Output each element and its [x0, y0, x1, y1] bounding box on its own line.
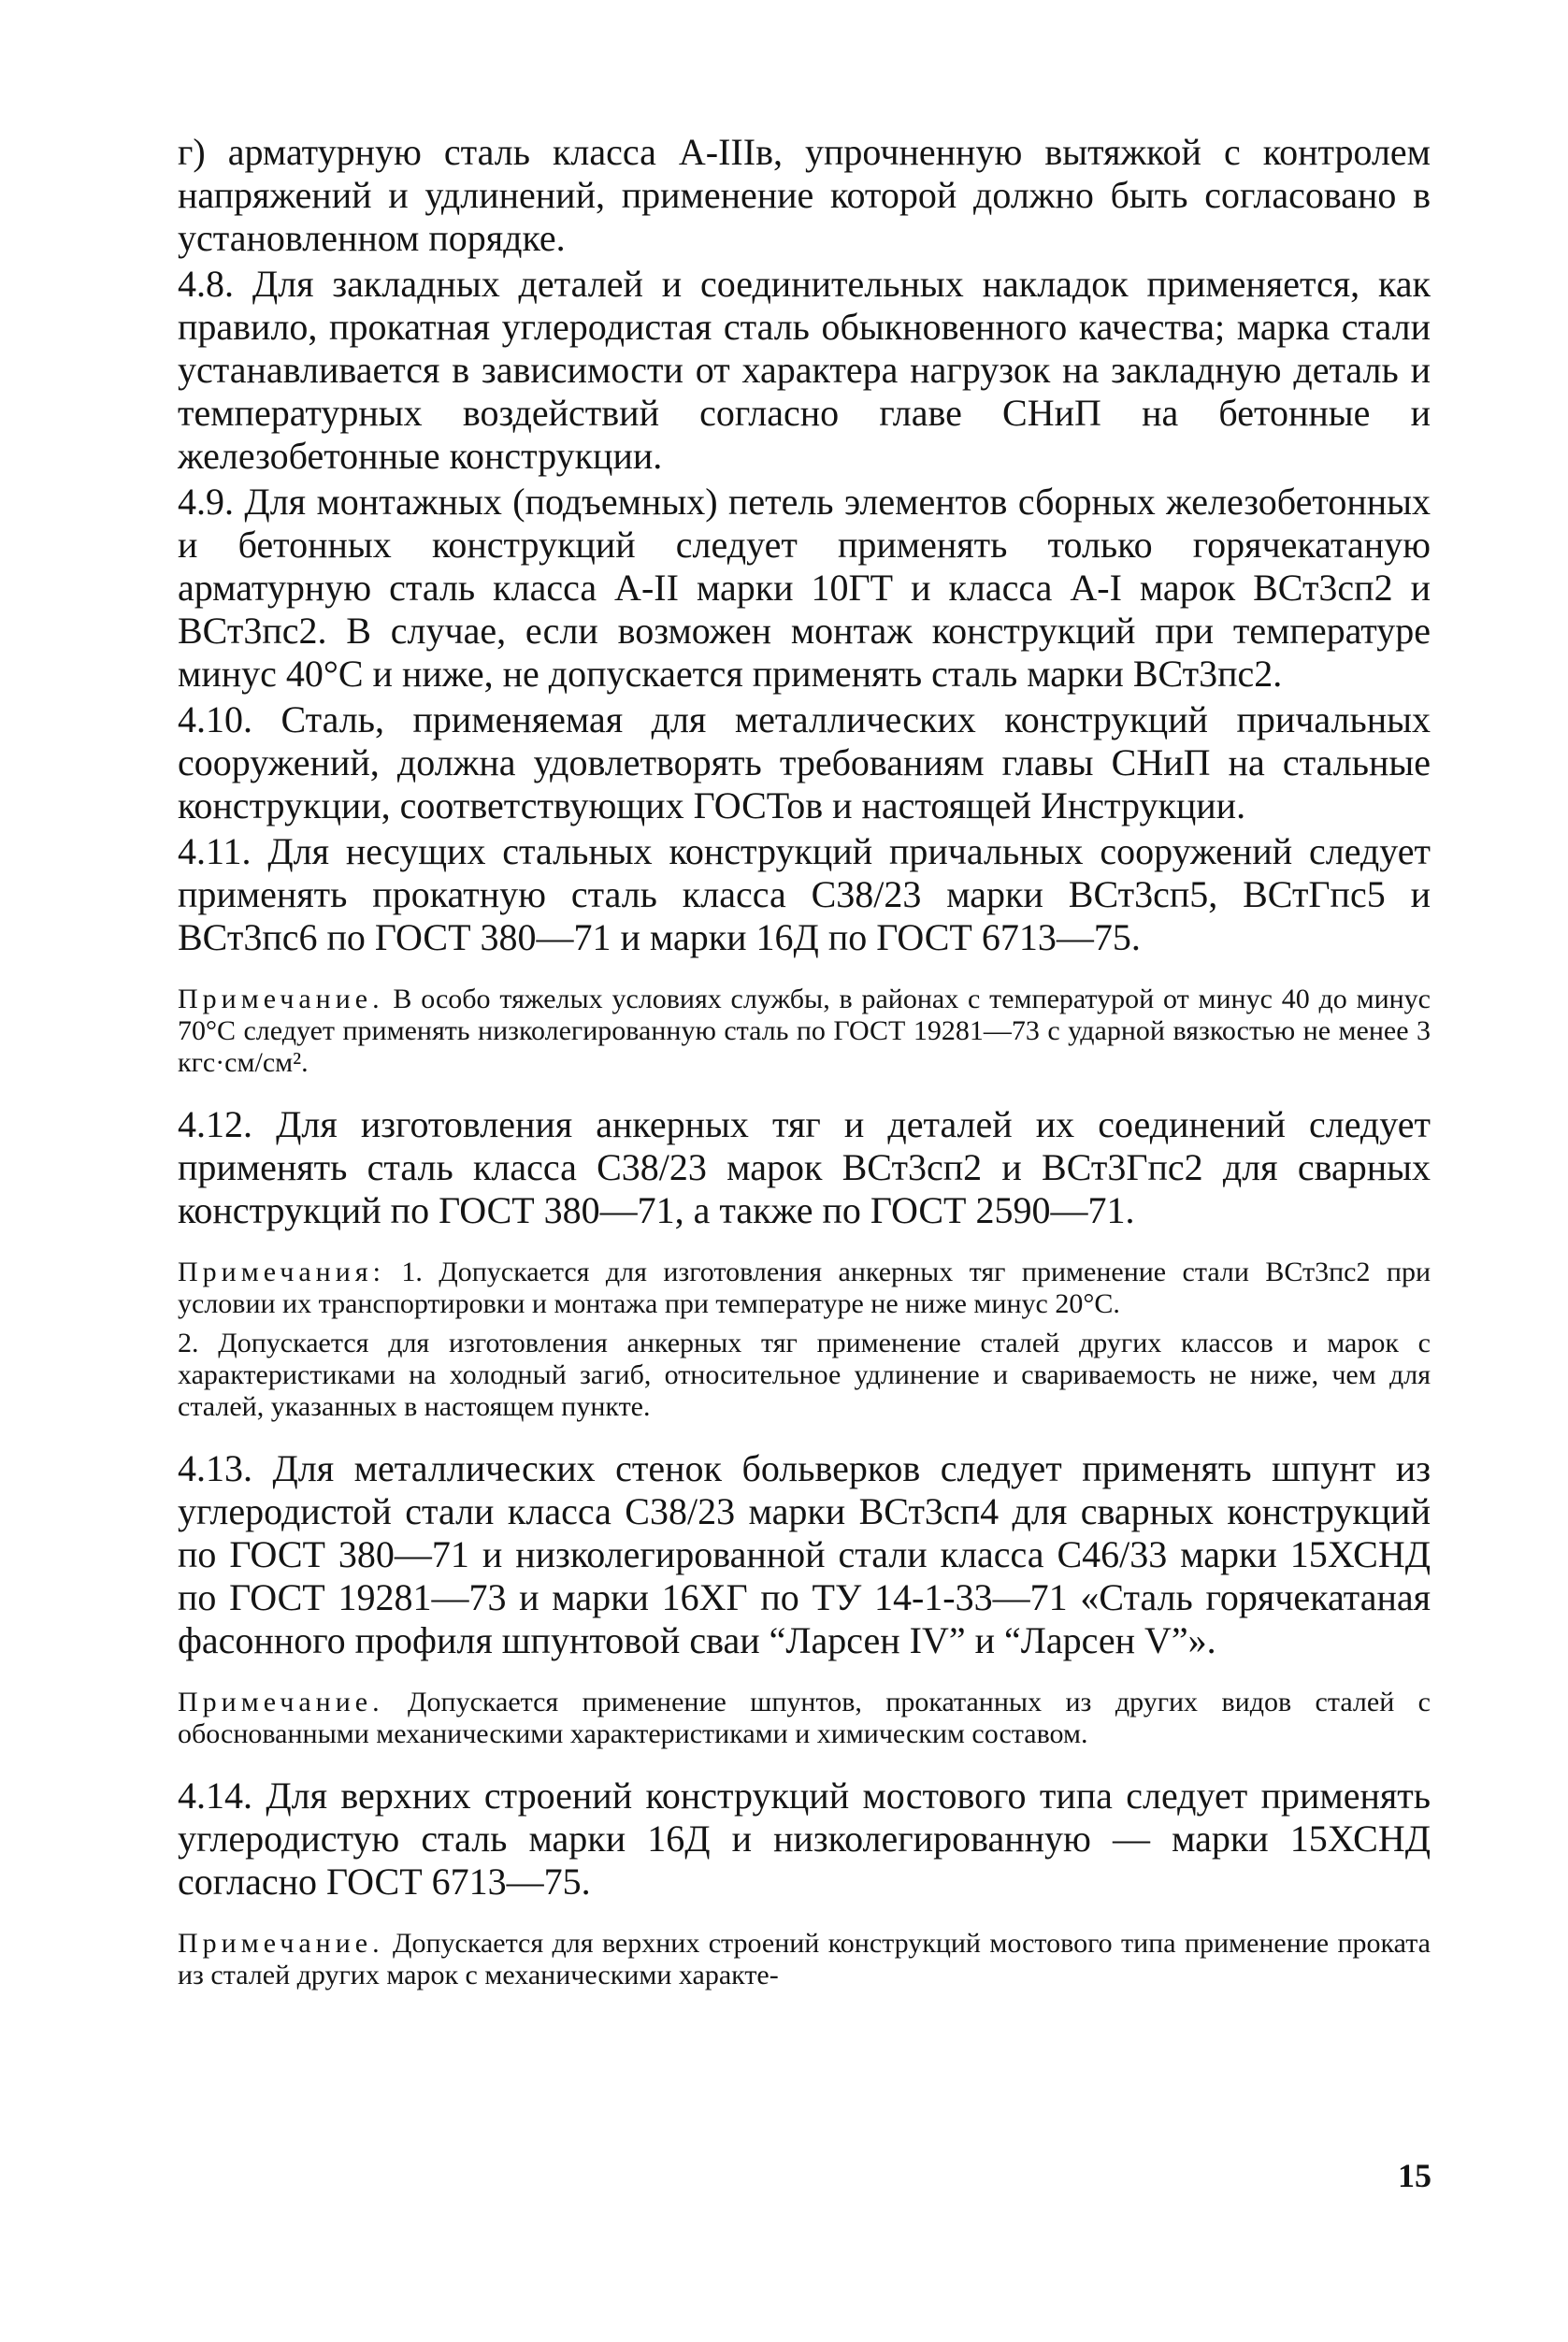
paragraph-4-10: 4.10. Сталь, применяемая для металлических конструкций причальных сооружений, должна удовлетворять требованиям главы СНиП на стальные конструкции, соответствующих ГОСТов и настоящей Инструкции. — [178, 698, 1431, 826]
paragraph-g: г) арматурную сталь класса А-IIIв, упрочненную вытяжкой с контролем напряжений и удлинений, применение которой должно быть согласовано в установленном порядке. — [178, 131, 1431, 259]
note-label: Примечание. — [178, 1928, 384, 1959]
note-text: 1. Допускается для изготовления анкерных тяг применение стали ВСт3пс2 при условии их транспортировки и монтажа при температуре не ниже минус 20°С. — [178, 1257, 1431, 1319]
note-4-11 — [178, 984, 1431, 1079]
note-label: Примечания: — [178, 1257, 385, 1287]
paragraph-4-14: 4.14. Для верхних строений конструкций мостового типа следует применять углеродистую сталь марки 16Д и низколегированную — марки 15ХСНД согласно ГОСТ 6713—75. — [178, 1774, 1431, 1903]
note-4-14 — [178, 1928, 1431, 1991]
page-number: 15 — [1398, 2157, 1431, 2194]
note-label: Примечание. — [178, 1687, 384, 1717]
note-4-12-2: 2. Допускается для изготовления анкерных тяг применение сталей других классов и марок с характеристиками на холодный загиб, относительное удлинение и свариваемость не ниже, чем для сталей, указанных в настоящем пункте. — [178, 1328, 1431, 1422]
paragraph-4-9: 4.9. Для монтажных (подъемных) петель элементов сборных железобетонных и бетонных конструкций следует применять только горячекатаную арматурную сталь класса А-II марки 10ГТ и класса А-I марок ВСт3сп2 и ВСт3пс2. В случае, если возможен монтаж конструкций при температуре минус 40°С и ниже, не допускается применять сталь марки ВСт3пс2. — [178, 481, 1431, 695]
note-4-12-1 — [178, 1257, 1431, 1320]
note-label: Примечание. — [178, 984, 384, 1014]
paragraph-4-12: 4.12. Для изготовления анкерных тяг и деталей их соединений следует применять сталь класса С38/23 марок ВСт3сп2 и ВСт3Гпс2 для сварных конструкций по ГОСТ 380—71, а также по ГОСТ 2590—71. — [178, 1103, 1431, 1231]
document-page — [178, 131, 1431, 2016]
note-text: В особо тяжелых условиях службы, в районах с температурой от минус 40 до минус 70°С следует применять низколегированную сталь по ГОСТ 19281—73 с ударной вязкостью не менее 3 кгс·см/см². — [178, 984, 1431, 1078]
paragraph-4-13: 4.13. Для металлических стенок больверков следует применять шпунт из углеродистой стали класса С38/23 марки ВСт3сп4 для сварных конструкций по ГОСТ 380—71 и низколегированной стали класса С46/33 марки 15ХСНД по ГОСТ 19281—73 и марки 16ХГ по ТУ 14-1-33—71 «Сталь горячекатаная фасонного профиля шпунтовой сваи “Ларсен IV” и “Ларсен V”». — [178, 1447, 1431, 1661]
note-text: Допускается для верхних строений конструкций мостового типа применение проката из сталей других марок с механическими характе- — [178, 1928, 1431, 1990]
note-4-13 — [178, 1687, 1431, 1750]
paragraph-4-11: 4.11. Для несущих стальных конструкций причальных сооружений следует применять прокатную сталь класса С38/23 марки ВСт3сп5, ВСтГпс5 и ВСт3пс6 по ГОСТ 380—71 и марки 16Д по ГОСТ 6713—75. — [178, 830, 1431, 958]
note-text: Допускается применение шпунтов, прокатанных из других видов сталей с обоснованными механическими характеристиками и химическим составом. — [178, 1687, 1431, 1749]
paragraph-4-8: 4.8. Для закладных деталей и соединительных накладок применяется, как правило, прокатная углеродистая сталь обыкновенного качества; марка стали устанавливается в зависимости от характера нагрузок на закладную деталь и температурных воздействий согласно главе СНиП на бетонные и железобетонные конструкции. — [178, 263, 1431, 477]
